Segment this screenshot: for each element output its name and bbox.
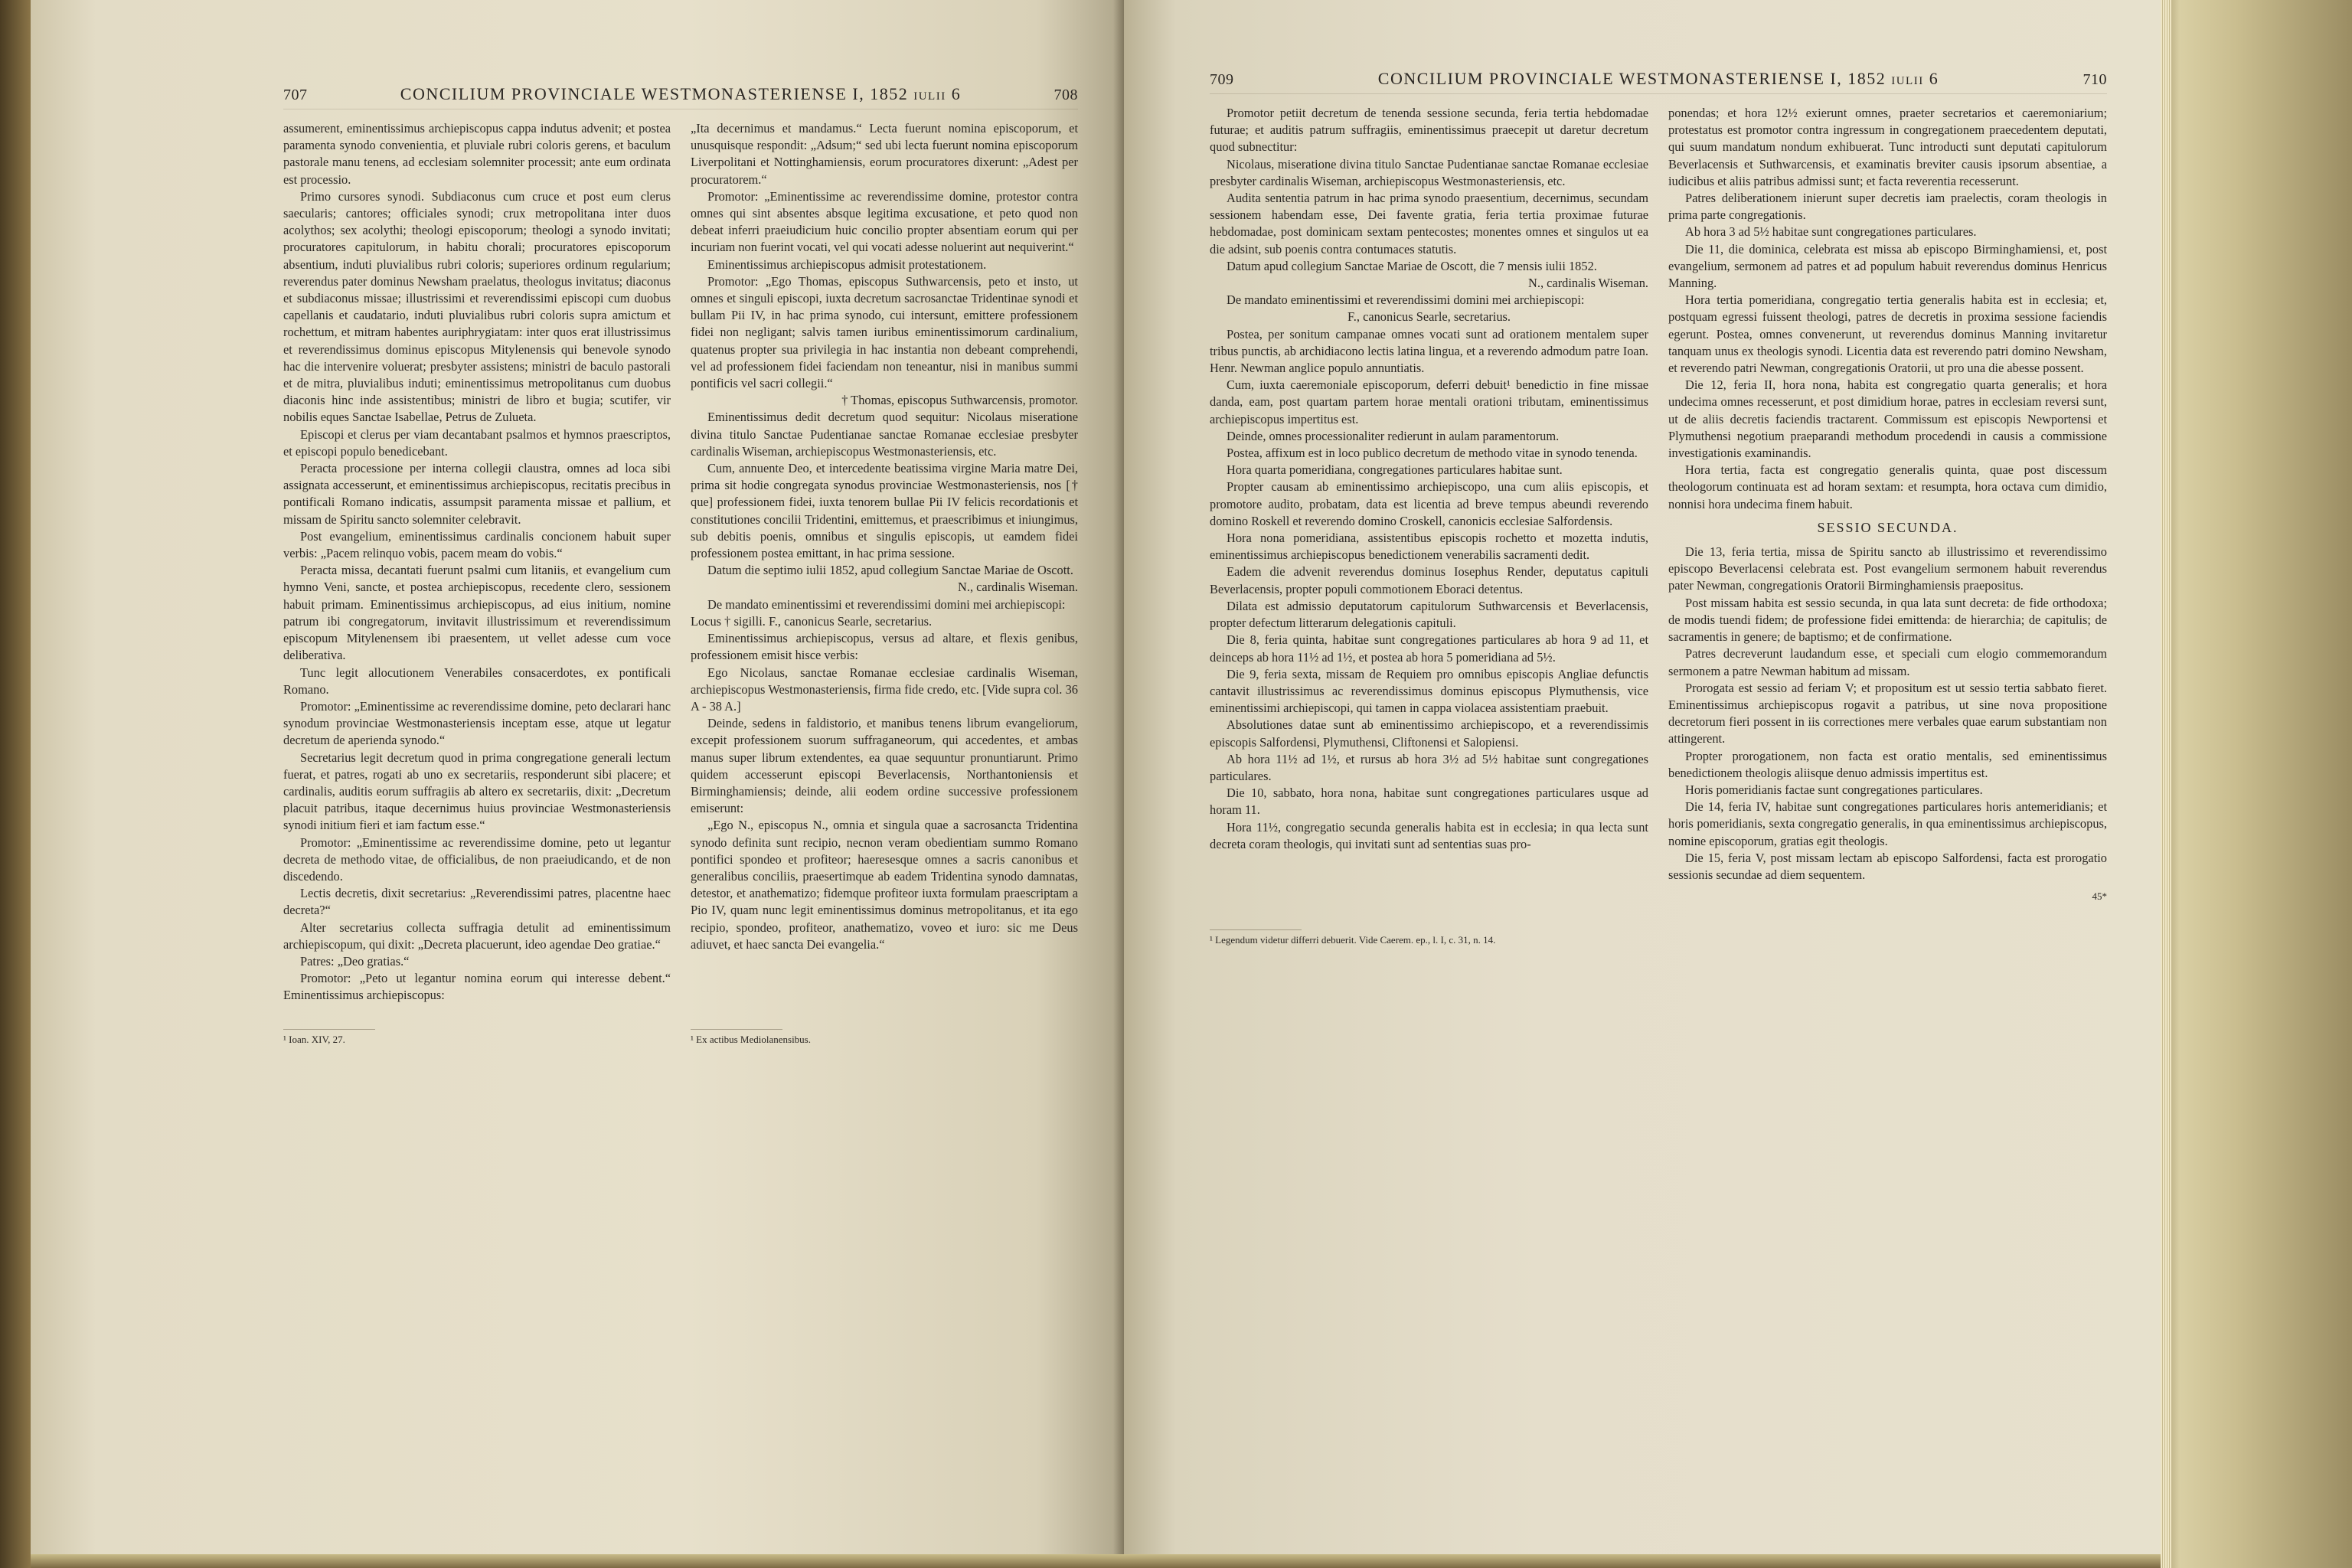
seal-line: Locus † sigilli. F., canonicus Searle, secretarius. [691, 613, 933, 629]
column-707 [283, 120, 671, 1004]
page-number-710: 710 [2082, 71, 2107, 88]
paragraph: Hora tertia pomeridiana, congregatio tertia generalis habita est in ecclesia; et, postquam egressi fuissent theologi, patres de decretis in proxima sessione faciendis egerunt. Postea, omnes convenerunt, ut reverendus dominus Manning invitaretur tanquam unus ex theologis synodi. Licentia data est reverendo patri domino Newsham, et reverendo patri Newman, congregationis Oratorii, ut pro una die abesse possent. [1668, 292, 2107, 376]
paragraph: Eminentissimus archiepiscopus, versus ad altare, et flexis genibus, professionem emisit hisce verbis: [691, 631, 1078, 663]
paragraph: Propter prorogationem, non facta est oratio mentalis, sed eminentissimus benedictionem theologis aliisque denuo admissis impertitus est. [1668, 748, 2107, 780]
footnote-text: ¹ Legendum videtur differri debuerit. Vide Caerem. ep., l. I, c. 31, n. 14. [1210, 934, 1496, 946]
paragraph: Hora quarta pomeridiana, congregationes particulares habitae sunt. [1227, 462, 1563, 478]
paragraph: Promotor: „Ego Thomas, episcopus Suthwarcensis, peto et insto, ut omnes et singuli episcopi, iuxta decretum sacrosanctae Tridentinae synodi et bullam Pii IV, in hac prima synodo, cui intersunt, emittere professionem fidei non negligant; salvis tamen iuribus eminentissimorum cardinalium, quatenus propter sua privilegia in hac instantia non debeant comprehendi, vel ad professionem fidei faciendam non teneantur, nisi in manibus summi pontificis vel sacri collegii.“ [691, 273, 1078, 391]
column-708 [691, 120, 1078, 1004]
paragraph: Nicolaus, miseratione divina titulo Sanctae Pudentianae sanctae Romanae ecclesiae presbyter cardinalis Wiseman, archiepiscopus Westmonasteriensis, etc. [1210, 156, 1648, 188]
paragraph: Hora tertia, facta est congregatio generalis quinta, quae post discessum theologorum continuata est ad horam sextam: et resumpta, hora octava cum dimidio, nonnisi hora undecima finem habuit. [1668, 462, 2107, 511]
signature: F., canonicus Searle, secretarius. [1347, 309, 1511, 325]
left-page [31, 0, 1124, 1554]
paragraph: Die 13, feria tertia, missa de Spiritu sancto ab illustrissimo et reverendissimo episcopo Beverlacensi celebrata est. Post evangelium sermonem habuit reverendus pater Newman, congregationis Oratorii Birminghamiensis praepositus. [1668, 544, 2107, 593]
paragraph: Peracta processione per interna collegii claustra, omnes ad loca sibi assignata accesserunt, et eminentissimus archiepiscopus, recitatis precibus in pontificali Romano indicatis, assumpsit paramenta missae et pallium, et missam de Spiritu sancto solemniter celebravit. [283, 461, 671, 527]
footnote-709 [1210, 926, 1622, 947]
running-title: CONCILIUM PROVINCIALE WESTMONASTERIENSE I, 1852 iulii 6 [400, 84, 962, 103]
paragraph: Datum apud collegium Sanctae Mariae de Oscott, die 7 mensis iulii 1852. [1227, 258, 1597, 273]
footnote-rule [1210, 929, 1302, 930]
footnote-text: ¹ Ex actibus Mediolanensibus. [691, 1033, 811, 1045]
paragraph: Postea, affixum est in loco publico decretum de methodo vitae in synodo tenenda. [1227, 446, 1638, 461]
paragraph: Patres deliberationem inierunt super decretis iam praelectis, coram theologis in prima parte congregationis. [1668, 191, 2107, 223]
paragraph: Audita sententia patrum in hac prima synodo praesentium, decernimus, secundam sessionem habendam esse, Dei favente gratia, feria tertia proximae futurae hebdomadae, post dominicam sextam pentecostes; monentes omnes et singulos ut ea die adsint, sub poenis contra contumaces statutis. [1210, 191, 1648, 256]
right-page [1124, 0, 2161, 1554]
paragraph: Post missam habita est sessio secunda, in qua lata sunt decreta: de fide orthodoxa; de modis tuendi fidem; de professione fidei emittenda: de hierarchia; de capitulis; de sacramentis in genere; de baptismo; et de confirmatione. [1668, 595, 2107, 645]
paragraph: Eadem die advenit reverendus dominus Iosephus Render, deputatus capituli Beverlacensis, propter populi commotionem Eboraci detentus. [1210, 564, 1648, 596]
running-title: CONCILIUM PROVINCIALE WESTMONASTERIENSE I, 1852 iulii 6 [1377, 69, 1939, 88]
paragraph: Die 15, feria V, post missam lectam ab episcopo Salfordensi, facta est prorogatio sessionis secundae ad diem sequentem. [1668, 850, 2107, 882]
column-710 [1668, 105, 2107, 905]
signature: N., cardinalis Wiseman. [958, 580, 1078, 595]
right-page-columns [1210, 105, 2107, 905]
paragraph: Patres: „Deo gratias.“ [300, 953, 410, 969]
paragraph: De mandato eminentissimi et reverendissimi domini mei archiepiscopi: [707, 596, 1066, 612]
column-709 [1210, 105, 1648, 905]
paragraph: Deinde, omnes processionaliter redierunt in aulam paramentorum. [1227, 428, 1560, 443]
paragraph: Ego Nicolaus, sanctae Romanae ecclesiae cardinalis Wiseman, archiepiscopus Westmonasteriensis, firma fide credo, etc. [Vide supra col. 36 A - 38 A.] [691, 665, 1078, 714]
paragraph: Eminentissimus dedit decretum quod sequitur: Nicolaus miseratione divina titulo Sanctae Pudentianae sanctae Romanae ecclesiae presbyter cardinalis Wiseman, archiepiscopus Westmonasteriensis, etc. [691, 410, 1078, 459]
paragraph: „Ego N., episcopus N., omnia et singula quae a sacrosancta Tridentina synodo definita sunt recipio, necnon veram obedientiam summo Romano pontifici spondeo et profiteor; haeresesque omnes a sacris canonibus et generalibus conciliis, praesertimque ab eadem Tridentina synodo damnatas, detestor, et anathematizo; fidemque profiteor iuxta formulam praescriptam a Pio IV, quam nunc legit eminentissimus dominus metropolitanus, et ita ego recipio, spondeo, profiteor, anathematizo, voveo et iuro: sic me Deus adiuvet, et haec sancta Dei evangelia.“ [691, 818, 1078, 952]
paragraph: Hora 11½, congregatio secunda generalis habita est in ecclesia; in qua lecta sunt decreta coram theologis, qui invitati sunt ad sententias suas pro- [1210, 819, 1648, 851]
paragraph: Promotor: „Eminentissime ac reverendissime domine, peto declarari hanc synodum provinciae Westmonasteriensis inceptam esse, atque ut legatur decretum de aperienda synodo.“ [283, 698, 671, 748]
right-page-header [1210, 69, 2107, 94]
sheet-mark: 45* [2092, 890, 2107, 903]
book-bottom-edge [31, 1554, 2161, 1568]
paragraph: Episcopi et clerus per viam decantabant psalmos et hymnos praescriptos, et episcopi populo benedicebant. [283, 426, 671, 459]
paragraph: Dilata est admissio deputatorum capitulorum Suthwarcensis et Beverlacensis, propter defectum litterarum delegationis capituli. [1210, 598, 1648, 631]
paragraph: Prorogata est sessio ad feriam V; et propositum est ut sessio tertia sabbato fieret. Eminentissimus archiepiscopus rogavit a patribus, ut sine nova propositione decretorum fieri possent in iis correctiones mere verbales quae earum substantiam non attingerent. [1668, 680, 2107, 746]
paragraph: Lectis decretis, dixit secretarius: „Reverendissimi patres, placentne haec decreta?“ [283, 886, 671, 918]
page-number-709: 709 [1210, 71, 1234, 88]
left-footnotes [283, 1004, 1078, 1047]
paragraph: Secretarius legit decretum quod in prima congregatione generali lectum fuerat, et patres, rogati ab uno ex secretariis, responderunt sibi placere; et cardinalis, auditis eorum suffragiis ab altero ex secretariis, dixit: „Decretum placuit patribus, itaque decernimus huius provinciae Westmonasteriensis synodi initium fieri et iam factum esse.“ [283, 750, 671, 833]
paragraph: Promotor petiit decretum de tenenda sessione secunda, feria tertia hebdomadae futurae; et auditis patrum suffragiis, eminentissimus praecepit ut daretur decretum quod subnectitur: [1210, 106, 1648, 155]
paragraph: Datum die septimo iulii 1852, apud collegium Sanctae Mariae de Oscott. [707, 563, 1073, 578]
paragraph: Alter secretarius collecta suffragia detulit ad eminentissimum archiepiscopum, qui dixit: „Decreta placuerunt, ideo agendae Deo gratiae.“ [283, 920, 671, 952]
footnote-707 [283, 1026, 671, 1047]
paragraph: Eminentissimus archiepiscopus admisit protestationem. [707, 256, 987, 272]
signature: † Thomas, episcopus Suthwarcensis, promotor. [841, 393, 1078, 408]
left-page-columns [283, 120, 1078, 1004]
backdrop-left [0, 0, 31, 1568]
paragraph: Promotor: „Eminentissime ac reverendissime domine, protestor contra omnes qui sint absentes absque legitima excusatione, et peto quod non debeat inferri praeiudicium huic concilio propter absentiam eorum qui per incuriam non fuerint vocati, vel qui vocati adesse noluerint aut nequiverint.“ [691, 188, 1078, 255]
paragraph: Die 14, feria IV, habitae sunt congregationes particulares horis antemeridianis; et horis pomeridianis, sexta congregatio generalis, in qua eminentissimus archiepiscopus, nomine episcoporum, gratias egit theologis. [1668, 799, 2107, 848]
page-number-708: 708 [1054, 87, 1078, 103]
paragraph: assumerent, eminentissimus archiepiscopus cappa indutus advenit; et postea paramenta synodo convenientia, et pluviale rubri coloris gerens, et baculum pastorale manu tenens, ad ecclesiam solemniter processit; ante eum ordinata est processio. [283, 121, 671, 187]
paragraph: Die 12, feria II, hora nona, habita est congregatio quarta generalis; et hora undecima omnes recesserunt, et post dimidium horae, patres in ecclesiam reversi sunt, ut de aliis decretis faciendis tractarent. Commissum est episcopis Newportensi et Plymuthensi negotium praeparandi methodum procedendi in causis a commissione investigationis examinandis. [1668, 377, 2107, 461]
paragraph: Ab hora 11½ ad 1½, et rursus ab hora 3½ ad 5½ habitae sunt congregationes particulares. [1210, 751, 1648, 783]
paragraph: Promotor: „Peto ut legantur nomina eorum qui interesse debent.“ Eminentissimus archiepiscopus: [283, 971, 671, 1003]
paragraph: Postea, per sonitum campanae omnes vocati sunt ad orationem mentalem super tribus punctis, ab archidiacono lectis latina lingua, et a reverendo admodum patre Ioan. Henr. Newman anglice populo annuntiatis. [1210, 326, 1648, 376]
paragraph: Primo cursores synodi. Subdiaconus cum cruce et post eum clerus saecularis; cantores; officiales synodi; crux metropolitana inter duos acolythos; sex acolythi; theologi episcoporum; theologi a synodo invitati; procuratores capitulorum, in habitu chorali; procuratores episcoporum absentium, induti pluvialibus rubri coloris; superiores ordinum regularium; reverendus pater dominus Newsham praelatus, theologus invitatus; diaconus et subdiaconus missae; illustrissimi et reverendissimi episcopi cum duobus capellanis et caudatario, induti pluvialibus rubri coloris supra amictum et rochettum, et mitram habentes auriphrygiatam: inter quos erat illustrissimus et reverendissimus dominus episcopus Mitylenensis qui benevole synodo hac die intervenire voluerat; presbyter assistens; ministri de baculo pastorali et de mitra, pluvialibus induti; eminentissimus metropolitanus cum duobus diaconis hinc inde assistentibus; ministri de libro et bugia; scutifer, vir nobilis eques Sanctae Isabellae, Petrus de Zulueta. [283, 188, 671, 425]
book-page-edges [2161, 0, 2352, 1568]
paragraph: Die 8, feria quinta, habitae sunt congregationes particulares ab hora 9 ad 11, et deinceps ab hora 11½ ad 1½, et postea ab hora 5 pomeridiana ad 5½. [1210, 632, 1648, 665]
footnote-rule [283, 1029, 375, 1030]
paragraph: Cum, iuxta caeremoniale episcoporum, deferri debuit¹ benedictio in fine missae danda, eam, post quartam partem horae mentali orationi tributam, eminentissimus archiepiscopus impertitus est. [1210, 377, 1648, 426]
paragraph: Peracta missa, decantati fuerunt psalmi cum litaniis, et evangelium cum hymno Veni, sancte, et postea archiepiscopus, recedente clero, sessionem habuit primam. Eminentissimus archiepiscopus, ad eius initium, nomine patrum ibi congregatorum, invitavit illustrissimum et reverendissimum episcopum Mitylenensem ibi praesentem, ut vellet adesse cum voce deliberativa. [283, 563, 671, 663]
page-edge-stripes [2161, 0, 2171, 1568]
paragraph: Absolutiones datae sunt ab eminentissimo archiepiscopo, et a reverendissimis episcopis Salfordensi, Plymuthensi, Cliftonensi et Salopiensi. [1210, 717, 1648, 750]
paragraph: ponendas; et hora 12½ exierunt omnes, praeter secretarios et caeremoniarium; protestatus est promotor contra ingressum in congregationem praecedentem deputati, qui suum mandatum nondum exhibuerat. Tunc introducti sunt deputati capitulorum Beverlacensis et Suthwarcensis, et examinatis breviter causis ipsorum absentiae, a iudicibus et aliis patribus admissi sunt; et facta reverentia recesserunt. [1668, 106, 2107, 188]
paragraph: Ab hora 3 ad 5½ habitae sunt congregationes particulares. [1685, 224, 1977, 240]
section-heading-sessio-secunda: SESSIO SECUNDA. [1817, 519, 1958, 535]
paragraph: Post evangelium, eminentissimus cardinalis concionem habuit super verbis: „Pacem relinquo vobis, pacem meam do vobis.“ [283, 528, 671, 561]
footnote-708 [691, 1026, 1078, 1047]
paragraph: Horis pomeridianis factae sunt congregationes particulares. [1685, 782, 1983, 797]
paragraph: Promotor: „Eminentissime ac reverendissime domine, peto ut legantur decreta de methodo vitae, de officialibus, de non praeiudicando, et de non discedendo. [283, 835, 671, 884]
paragraph: Deinde, sedens in faldistorio, et manibus tenens librum evangeliorum, excepit professionem suorum suffraganeorum, qui accedentes, et ambas manus super librum extendentes, ea quae sequuntur pronuntiarunt. Primo quidem accesserunt episcopi Beverlacensis, Northantoniensis et Birminghamiensis; deinde, alii eodem ordine successive professionem emiserunt: [691, 716, 1078, 816]
paragraph: Die 11, die dominica, celebrata est missa ab episcopo Birminghamiensi, et, post evangelium, sermonem ad patres et ad populum habuit reverendus dominus Henricus Manning. [1668, 241, 2107, 291]
paragraph: Hora nona pomeridiana, assistentibus episcopis rochetto et mozetta indutis, eminentissimus archiepiscopus benedictionem venerabilis sacramenti dedit. [1210, 531, 1648, 563]
footnote-rule [691, 1029, 782, 1030]
paragraph: Propter causam ab eminentissimo archiepiscopo, una cum aliis episcopis, et promotore audito, probatam, data est licentia ad breve tempus abeundi reverendo domino Roskell et reverendo domino Croskell, canonicis ecclesiae Salfordensis. [1210, 479, 1648, 528]
page-number-707: 707 [283, 87, 308, 103]
paragraph: „Ita decernimus et mandamus.“ Lecta fuerunt nomina episcoporum, et unusquisque respondit: „Adsum;“ sed ubi lecta fuerunt nomina episcoporum Liverpolitani et Nottinghamiensis, eorum procuratores dixerunt: „Adest per procuratorem.“ [691, 121, 1078, 187]
paragraph: Die 10, sabbato, hora nona, habitae sunt congregationes particulares usque ad horam 11. [1210, 786, 1648, 818]
paragraph: Patres decreverunt laudandum esse, et speciali cum elogio commemorandum sermonem a patre Newman habitum ad missam. [1668, 646, 2107, 678]
signature: N., cardinalis Wiseman. [1528, 276, 1648, 291]
left-page-header [283, 84, 1078, 109]
paragraph: Tunc legit allocutionem Venerabiles consacerdotes, ex pontificali Romano. [283, 665, 671, 697]
paragraph: Cum, annuente Deo, et intercedente beatissima virgine Maria matre Dei, prima sit hodie congregata synodus provinciae Westmonasteriensis, nos [† que] professionem fidei, iuxta tenorem bullae Pii IV felicis recordationis et constitutiones concilii Tridentini, emittemus, et praescribimus et iniungimus, sub debitis poenis, omnibus et singulis episcopis, ut eamdem fidei professionem postea emittant, in hac prima sessione. [691, 461, 1078, 561]
footnote-text: ¹ Ioan. XIV, 27. [283, 1033, 345, 1045]
paragraph: De mandato eminentissimi et reverendissimi domini mei archiepiscopi: [1227, 292, 1585, 308]
paragraph: Die 9, feria sexta, missam de Requiem pro omnibus episcopis Angliae defunctis cantavit illustrissimus ac reverendissimus dominus episcopus Plymuthensis, vice eminentissimi archiepiscopi, qui tamen in cappa violacea assistentiam praebuit. [1210, 666, 1648, 716]
